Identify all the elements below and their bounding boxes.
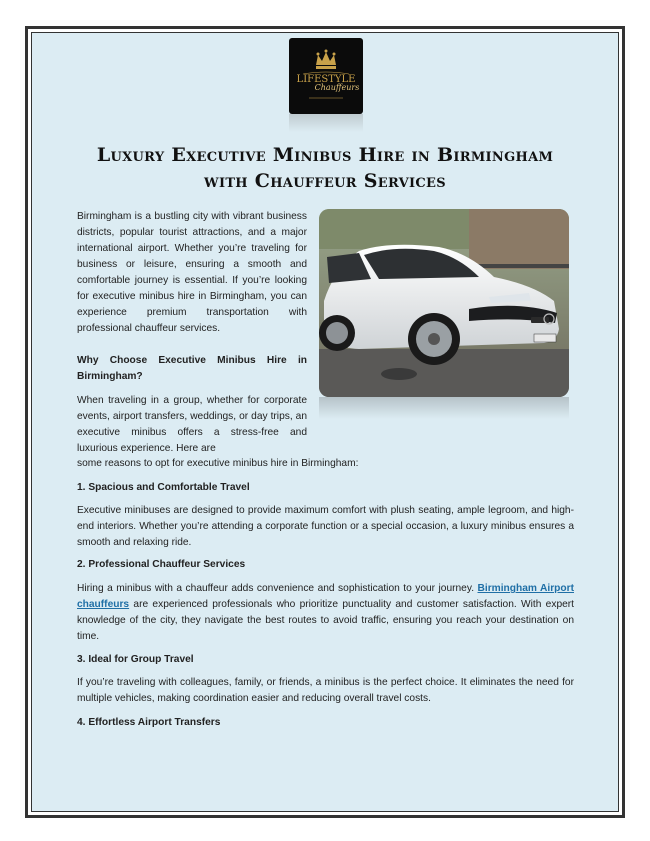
title-line-2: with Chauffeur Services bbox=[204, 170, 446, 192]
why-heading: Why Choose Executive Minibus Hire in Birmingham? bbox=[77, 355, 307, 382]
logo-reflection bbox=[289, 114, 363, 132]
title-line-1: Luxury Executive Minibus Hire in Birmingham bbox=[96, 144, 554, 166]
section-3-text: If you’re traveling with colleagues, family, or friends, a minibus is the perfect choice. It eliminates the need for multiple vehicles, making coordination easier and reducing overall travel costs. bbox=[77, 677, 574, 704]
company-logo bbox=[289, 38, 363, 114]
car-photo bbox=[319, 209, 569, 397]
why-paragraph-part1: When traveling in a group, whether for corporate events, airport transfers, weddings, or day trips, an executive minibus offers a stress-free and luxurious experience. Here are bbox=[77, 395, 307, 454]
intro-paragraph: Birmingham is a bustling city with vibrant business districts, popular tourist attractions, and a major international airport. Whether you’re traveling for business or leisure, ensuring a smooth and comfortable journey is essential. If you’re looking for executive minibus hire in Birmingham, you can experience premium transportation with professional chauffeur services. bbox=[77, 211, 307, 334]
section-3-heading: 3. Ideal for Group Travel bbox=[77, 654, 194, 665]
section-1-heading: 1. Spacious and Comfortable Travel bbox=[77, 482, 250, 493]
section-2-heading: 2. Professional Chauffeur Services bbox=[77, 559, 246, 570]
section-4-heading: 4. Effortless Airport Transfers bbox=[77, 717, 221, 728]
logo-crown-icon bbox=[289, 38, 363, 114]
section-1-text: Executive minibuses are designed to provide maximum comfort with plush seating, ample legroom, and high-end interiors. Whether you’re attending a corporate function or a special occasion, a luxury minibus ensures a smooth and relaxing ride. bbox=[77, 505, 574, 548]
section-2-text-before-link: Hiring a minibus with a chauffeur adds convenience and sophistication to your journey. bbox=[77, 583, 478, 594]
car-photo-reflection bbox=[319, 397, 569, 419]
logo-brand-line2: Chauffeurs bbox=[314, 83, 360, 92]
section-2-text-after-link: are experienced professionals who prioritize punctuality and customer satisfaction. With expert knowledge of the city, they navigate the best routes to avoid traffic, ensuring you reach your destination on time. bbox=[77, 599, 574, 642]
birmingham-airport-chauffeurs-link[interactable]: Birmingham Airport chauffeurs bbox=[77, 583, 574, 610]
section-2-text bbox=[77, 581, 574, 645]
logo-brand-line1: LIFESTYLE bbox=[296, 74, 356, 85]
page-title bbox=[60, 142, 590, 194]
why-paragraph-part2: some reasons to opt for executive minibus hire in Birmingham: bbox=[77, 458, 359, 469]
